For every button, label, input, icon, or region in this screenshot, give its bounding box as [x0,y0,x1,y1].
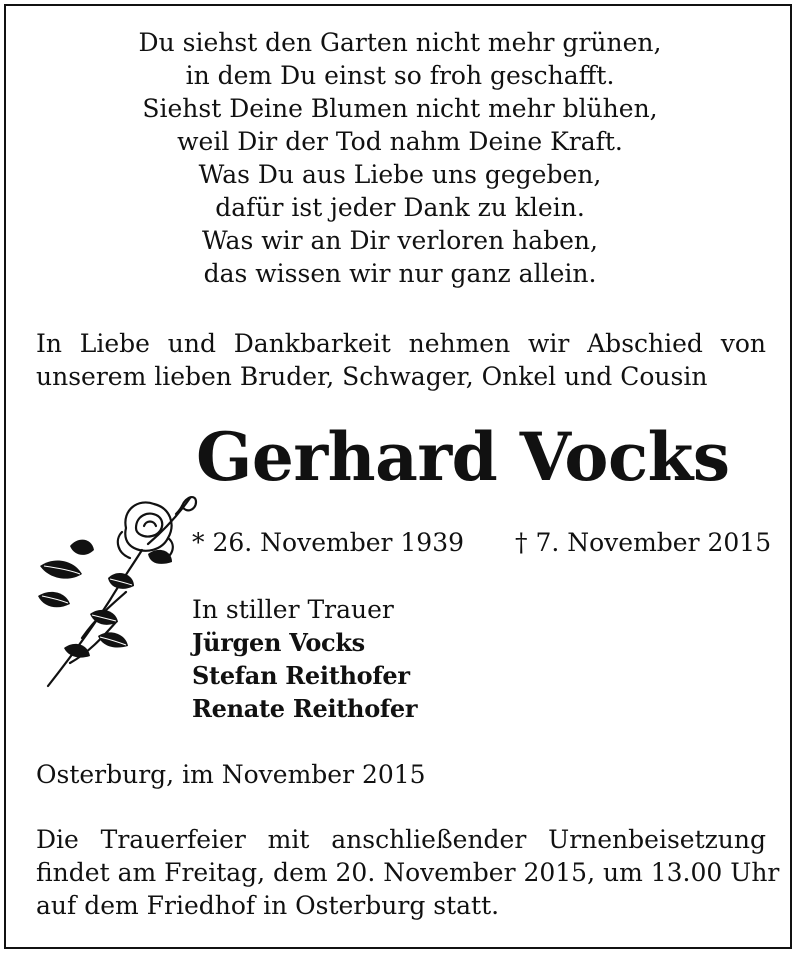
deceased-name: Gerhard Vocks [196,418,730,496]
service-line: Die Trauerfeier mit anschließender Urnenbeisetzung [36,825,766,854]
intro-line: In Liebe und Dankbarkeit nehmen wir Abschied von [36,329,766,358]
service-line: auf dem Friedhof in Osterburg statt. [36,891,500,920]
service-line: findet am Freitag, dem 20. November 2015, um 13.00 Uhr [36,858,780,887]
poem-line: weil Dir der Tod nahm Deine Kraft. [177,127,623,156]
place-date: Osterburg, im November 2015 [36,760,426,789]
mourners-heading: In stiller Trauer [192,595,394,624]
mourners-block [192,593,417,725]
poem [0,26,800,290]
death-date: † 7. November 2015 [515,528,772,557]
poem-line: Was wir an Dir verloren haben, [202,226,598,255]
poem-line: Siehst Deine Blumen nicht mehr blühen, [142,94,658,123]
poem-line: dafür ist jeder Dank zu klein. [215,193,585,222]
birth-date: * 26. November 1939 [192,528,465,557]
intro-line: unserem lieben Bruder, Schwager, Onkel und Cousin [36,362,708,391]
mourner-name: Stefan Reithofer [192,661,410,690]
funeral-service-info [36,823,780,922]
poem-line: Du siehst den Garten nicht mehr grünen, [138,28,662,57]
poem-line: in dem Du einst so froh geschafft. [185,61,615,90]
poem-line: Was Du aus Liebe uns gegeben, [198,160,602,189]
rose-icon [30,488,200,698]
farewell-intro [36,327,766,393]
mourner-name: Jürgen Vocks [192,628,365,657]
poem-line: das wissen wir nur ganz allein. [203,259,597,288]
mourner-name: Renate Reithofer [192,694,418,723]
